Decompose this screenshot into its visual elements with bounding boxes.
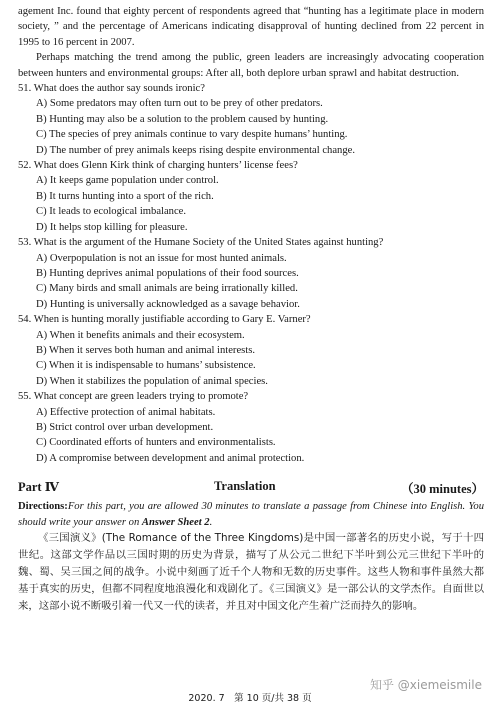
answer-sheet-ref: Answer Sheet 2 <box>141 516 210 528</box>
option-a: A) Overpopulation is not an issue for most hunted animals. <box>36 252 287 264</box>
option-c: C) When it is indispensable to humans’ subsistence. <box>36 360 256 372</box>
option-a: A) It keeps game population under control. <box>36 175 219 187</box>
option-b: B) When it serves both human and animal interests. <box>36 344 255 356</box>
option-b: B) Strict control over urban development. <box>36 421 214 433</box>
question-stem: 53. What is the argument of the Humane Society of the United States against hunting? <box>18 237 384 249</box>
part-label: Part Ⅳ <box>18 480 59 495</box>
directions-end: . <box>209 516 213 528</box>
option-a: A) When it benefits animals and their ecosystem. <box>36 329 245 341</box>
question-stem: 54. When is hunting morally justifiable according to Gary E. Varner? <box>18 314 311 326</box>
option-d: D) When it stabilizes the population of animal species. <box>36 375 268 387</box>
zhihu-watermark: 知乎 @xiemeismile <box>369 678 482 692</box>
question-52 <box>18 158 484 235</box>
option-b: B) Hunting may also be a solution to the problem caused by hunting. <box>36 113 329 125</box>
part-time: （30 minutes） <box>401 482 484 497</box>
question-51 <box>18 81 484 158</box>
question-stem: 51. What does the author say sounds ironic? <box>18 83 205 95</box>
option-a: A) Some predators may often turn out to be prey of other predators. <box>36 98 323 110</box>
exam-page <box>18 4 484 615</box>
option-b: B) Hunting deprives animal populations of their food sources. <box>36 267 299 279</box>
question-53 <box>18 235 484 312</box>
option-c: C) Coordinated efforts of hunters and environmentalists. <box>36 437 276 449</box>
chinese-passage: 《三国演义》(The Romance of the Three Kingdoms)是中国一部著名的历史小说，写于十四世纪。这部文学作品以三国时期的历史为背景，描写了从公元二世纪下半叶到公元三世纪下半叶的魏、蜀、吴三国之间的战争。小说中刻画了近千个人物和无数的历史事件。这些人物和事件虽然大都基于真实的历史，但都不同程度地浪漫化和戏剧化了。《三国演义》是一部公认的文学杰作。自面世以来，这部小说不断吸引着一代又一代的读者，并且对中国文化产生着广泛而持久的影响。 <box>18 532 484 612</box>
option-d: D) A compromise between development and animal protection. <box>36 452 305 464</box>
option-a: A) Effective protection of animal habitats. <box>36 406 216 418</box>
option-d: D) The number of prey animals keeps rising despite environmental change. <box>36 144 355 156</box>
question-stem: 52. What does Glenn Kirk think of charging hunters’ license fees? <box>18 160 298 172</box>
part-title: Translation <box>214 479 276 494</box>
question-54 <box>18 312 484 389</box>
option-d: D) It helps stop killing for pleasure. <box>36 221 188 233</box>
question-55 <box>18 389 484 466</box>
green-leaders-paragraph: Perhaps matching the trend among the public, green leaders are increasingly advocating cooperation between hunters and environmental groups: After all, both deplore urban sprawl and habitat destruction. <box>18 52 484 79</box>
intro-paragraph: agement Inc. found that eighty percent of respondents agreed that “hunting has a legitimate place in modern society, ” and the percentage of Americans indicating disapproval of hunting declined from 22 percent in 1995 to 16 percent in 2007. <box>18 6 484 48</box>
option-c: C) The species of prey animals continue to vary despite humans’ hunting. <box>36 129 348 141</box>
directions-label: Directions: <box>18 501 68 513</box>
question-stem: 55. What concept are green leaders trying to promote? <box>18 391 249 403</box>
page-footer: 2020. 7 第 10 页/共 38 页 <box>188 693 312 704</box>
directions-text: For this part, you are allowed 30 minutes to translate a passage from Chinese into English. You should write your answer on <box>18 501 484 528</box>
option-c: C) Many birds and small animals are being irrationally killed. <box>36 283 298 295</box>
option-c: C) It leads to ecological imbalance. <box>36 206 187 218</box>
option-b: B) It turns hunting into a sport of the rich. <box>36 190 214 202</box>
directions <box>18 499 484 530</box>
part-heading <box>18 477 484 499</box>
option-d: D) Hunting is universally acknowledged as a savage behavior. <box>36 298 300 310</box>
